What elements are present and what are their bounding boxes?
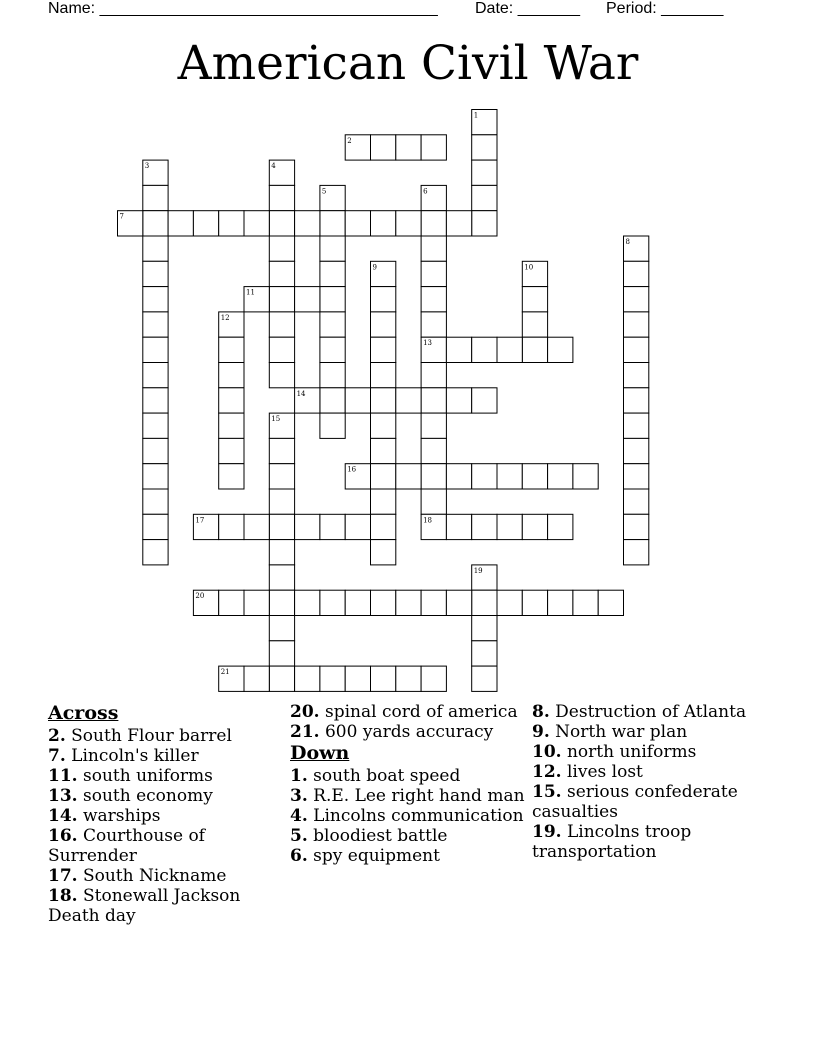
- grid-cell[interactable]: [269, 363, 294, 388]
- grid-cell[interactable]: [624, 489, 649, 514]
- grid-cell[interactable]: [472, 590, 497, 615]
- clue-number: 15.: [532, 782, 562, 802]
- grid-cell[interactable]: [497, 337, 522, 362]
- grid-cell[interactable]: [446, 464, 471, 489]
- grid-cell[interactable]: [522, 312, 547, 337]
- grid-cell[interactable]: [396, 464, 421, 489]
- clue-number: 1.: [290, 766, 308, 786]
- clue-text: Destruction of Atlanta: [549, 702, 747, 722]
- across-clue: [48, 766, 283, 786]
- grid-cell[interactable]: [269, 641, 294, 666]
- grid-cell[interactable]: [472, 514, 497, 539]
- grid-cell[interactable]: [522, 464, 547, 489]
- grid-cell[interactable]: [548, 464, 573, 489]
- clues-column-1: [48, 702, 283, 926]
- clue-text: Lincolns troop transportation: [532, 822, 692, 862]
- grid-cell[interactable]: [320, 388, 345, 413]
- grid-cell[interactable]: [320, 261, 345, 286]
- grid-cell[interactable]: [143, 185, 168, 210]
- clue-number: 20.: [290, 702, 320, 722]
- grid-cell[interactable]: [421, 312, 446, 337]
- grid-cell[interactable]: [345, 590, 370, 615]
- grid-cell[interactable]: [219, 211, 244, 236]
- grid-cell[interactable]: [396, 590, 421, 615]
- grid-cell[interactable]: [472, 135, 497, 160]
- down-clue: [532, 742, 772, 762]
- grid-cell[interactable]: [371, 337, 396, 362]
- grid-cell[interactable]: [371, 514, 396, 539]
- grid-cell[interactable]: [396, 211, 421, 236]
- clue-number: 8.: [532, 702, 550, 722]
- grid-cell[interactable]: [371, 590, 396, 615]
- grid-cell[interactable]: [421, 438, 446, 463]
- clue-text: Lincolns communication: [307, 806, 524, 826]
- grid-cell[interactable]: [219, 438, 244, 463]
- grid-cell[interactable]: [446, 211, 471, 236]
- grid-cell[interactable]: [522, 337, 547, 362]
- grid-cell[interactable]: [143, 413, 168, 438]
- grid-cell[interactable]: [624, 363, 649, 388]
- grid-cell[interactable]: [421, 287, 446, 312]
- grid-cell[interactable]: [269, 590, 294, 615]
- grid-cell[interactable]: [269, 185, 294, 210]
- clue-number: 7.: [48, 746, 66, 766]
- clue-number-label: 18: [423, 516, 433, 525]
- grid-cell[interactable]: [219, 514, 244, 539]
- grid-cell[interactable]: [371, 287, 396, 312]
- grid-cell[interactable]: [472, 616, 497, 641]
- clue-number: 2.: [48, 726, 66, 746]
- grid-cell[interactable]: [497, 590, 522, 615]
- grid-cell[interactable]: [269, 666, 294, 691]
- grid-cell[interactable]: [624, 388, 649, 413]
- down-clue: [532, 722, 772, 742]
- clue-text: south boat speed: [307, 766, 461, 786]
- grid-cell[interactable]: [472, 185, 497, 210]
- down-clue: [290, 806, 525, 826]
- across-clue: [48, 726, 283, 746]
- grid-cell[interactable]: [624, 413, 649, 438]
- grid-cell[interactable]: [624, 312, 649, 337]
- grid-cell[interactable]: [522, 514, 547, 539]
- grid-cell[interactable]: [143, 514, 168, 539]
- grid-cell[interactable]: [472, 641, 497, 666]
- grid-cell[interactable]: [219, 388, 244, 413]
- grid-cell[interactable]: [269, 540, 294, 565]
- down-clue: [532, 822, 772, 862]
- clue-number-label: 5: [321, 187, 327, 196]
- clue-number: 21.: [290, 722, 320, 742]
- clue-number: 14.: [48, 806, 78, 826]
- grid-cell[interactable]: [244, 590, 269, 615]
- clues-column-2: [290, 702, 525, 866]
- grid-cell[interactable]: [421, 489, 446, 514]
- grid-cell[interactable]: [396, 388, 421, 413]
- clue-number-label: 9: [372, 263, 377, 272]
- clue-text: south economy: [77, 786, 213, 806]
- grid-cell[interactable]: [371, 413, 396, 438]
- grid-cell[interactable]: [219, 337, 244, 362]
- grid-cell[interactable]: [421, 388, 446, 413]
- grid-cell[interactable]: [320, 514, 345, 539]
- clue-text: R.E. Lee right hand man: [307, 786, 525, 806]
- grid-cell[interactable]: [320, 287, 345, 312]
- grid-cell[interactable]: [345, 388, 370, 413]
- clue-text: Courthouse of Surrender: [48, 826, 205, 866]
- clue-number-label: 1: [473, 111, 479, 120]
- clue-number: 10.: [532, 742, 562, 762]
- grid-cell[interactable]: [472, 388, 497, 413]
- across-clue: [48, 866, 283, 886]
- grid-cell[interactable]: [143, 337, 168, 362]
- page-title: American Civil War: [177, 36, 639, 91]
- across-clue: [48, 886, 283, 926]
- clue-number-label: 11: [246, 288, 255, 297]
- grid-cell[interactable]: [624, 464, 649, 489]
- grid-cell[interactable]: [421, 464, 446, 489]
- grid-cell[interactable]: [295, 590, 320, 615]
- grid-cell[interactable]: [269, 514, 294, 539]
- across-clue: [48, 806, 283, 826]
- grid-cell[interactable]: [548, 514, 573, 539]
- across-clue: [48, 746, 283, 766]
- grid-cell[interactable]: [269, 616, 294, 641]
- grid-cell[interactable]: [143, 438, 168, 463]
- grid-cell[interactable]: [143, 464, 168, 489]
- grid-cell[interactable]: [320, 337, 345, 362]
- across-clue: [290, 722, 525, 742]
- grid-cell[interactable]: [371, 312, 396, 337]
- clue-text: warships: [77, 806, 161, 826]
- across-clue: [290, 702, 525, 722]
- grid-cell[interactable]: [269, 337, 294, 362]
- grid-cell[interactable]: [295, 211, 320, 236]
- clue-number: 17.: [48, 866, 78, 886]
- grid-cell[interactable]: [421, 211, 446, 236]
- grid-cell[interactable]: [396, 135, 421, 160]
- clue-text: south uniforms: [77, 766, 213, 786]
- grid-cell[interactable]: [295, 287, 320, 312]
- down-clue: [290, 846, 525, 866]
- grid-cell[interactable]: [598, 590, 623, 615]
- grid-cell[interactable]: [548, 590, 573, 615]
- clue-number: 13.: [48, 786, 78, 806]
- grid-cell[interactable]: [371, 388, 396, 413]
- grid-cell[interactable]: [269, 287, 294, 312]
- grid-cell[interactable]: [219, 464, 244, 489]
- grid-cell[interactable]: [371, 363, 396, 388]
- grid-cell[interactable]: [446, 388, 471, 413]
- grid-cell[interactable]: [143, 211, 168, 236]
- across-clue: [48, 826, 283, 866]
- clue-number-label: 17: [195, 516, 205, 525]
- grid-cell[interactable]: [320, 363, 345, 388]
- grid-cell[interactable]: [624, 438, 649, 463]
- grid-cell[interactable]: [371, 489, 396, 514]
- grid-cell[interactable]: [472, 160, 497, 185]
- grid-cell[interactable]: [624, 287, 649, 312]
- grid-cell[interactable]: [269, 489, 294, 514]
- clue-number: 16.: [48, 826, 78, 846]
- grid-cell[interactable]: [371, 540, 396, 565]
- grid-cell[interactable]: [624, 261, 649, 286]
- clue-number-label: 4: [271, 162, 276, 171]
- down-clue: [290, 786, 525, 806]
- name-field[interactable]: Name: ______________________________________: [48, 0, 438, 17]
- clue-text: spy equipment: [307, 846, 440, 866]
- grid-cell[interactable]: [193, 211, 218, 236]
- clue-number-label: 8: [625, 238, 630, 246]
- grid-cell[interactable]: [320, 236, 345, 261]
- grid-cell[interactable]: [421, 413, 446, 438]
- grid-cell[interactable]: [345, 211, 370, 236]
- grid-cell[interactable]: [269, 261, 294, 286]
- down-clue: [532, 782, 772, 822]
- clue-number-label: 19: [473, 566, 483, 575]
- across-clue: [48, 786, 283, 806]
- clue-number: 4.: [290, 806, 308, 826]
- clue-number: 12.: [532, 762, 562, 782]
- grid-cell[interactable]: [143, 363, 168, 388]
- grid-cell[interactable]: [345, 514, 370, 539]
- clue-text: spinal cord of america: [319, 702, 518, 722]
- clues-column-3: [532, 702, 772, 862]
- clue-number-label: 14: [296, 389, 306, 398]
- grid-cell[interactable]: [446, 514, 471, 539]
- grid-cell[interactable]: [472, 464, 497, 489]
- grid-cell[interactable]: [143, 489, 168, 514]
- grid-cell[interactable]: [421, 236, 446, 261]
- grid-cell[interactable]: [269, 312, 294, 337]
- down-clue: [290, 766, 525, 786]
- grid-cell[interactable]: [371, 464, 396, 489]
- grid-cell[interactable]: [269, 565, 294, 590]
- grid-cell[interactable]: [421, 261, 446, 286]
- grid-cell[interactable]: [320, 413, 345, 438]
- date-field[interactable]: Date: _______: [475, 0, 580, 17]
- down-clue: [290, 826, 525, 846]
- clue-number: 3.: [290, 786, 308, 806]
- grid-cell[interactable]: [497, 514, 522, 539]
- grid-cell[interactable]: [219, 363, 244, 388]
- grid-cell[interactable]: [446, 590, 471, 615]
- clue-number: 18.: [48, 886, 78, 906]
- clue-number-label: 7: [119, 212, 124, 221]
- grid-cell[interactable]: [143, 540, 168, 565]
- grid-cell[interactable]: [522, 287, 547, 312]
- grid-cell[interactable]: [421, 135, 446, 160]
- clue-text: Lincoln's killer: [65, 746, 199, 766]
- clue-text: South Flour barrel: [65, 726, 232, 746]
- clue-number-label: 13: [423, 339, 433, 348]
- clue-text: Stonewall Jackson Death day: [48, 886, 241, 926]
- grid-cell[interactable]: [320, 312, 345, 337]
- grid-cell[interactable]: [320, 666, 345, 691]
- grid-cell[interactable]: [219, 413, 244, 438]
- clue-number: 19.: [532, 822, 562, 842]
- clue-number: 9.: [532, 722, 550, 742]
- down-clue: [532, 762, 772, 782]
- grid-cell[interactable]: [548, 337, 573, 362]
- grid-cell[interactable]: [320, 590, 345, 615]
- grid-cell[interactable]: [573, 464, 598, 489]
- clue-text: serious confederate casualties: [532, 782, 738, 822]
- grid-cell[interactable]: [269, 464, 294, 489]
- clue-number-label: 21: [220, 668, 230, 677]
- down-heading: Down: [290, 742, 350, 764]
- grid-cell[interactable]: [295, 514, 320, 539]
- clue-number: 5.: [290, 826, 308, 846]
- grid-cell[interactable]: [244, 211, 269, 236]
- clue-text: lives lost: [561, 762, 643, 782]
- grid-cell[interactable]: [522, 590, 547, 615]
- grid-cell[interactable]: [244, 514, 269, 539]
- grid-cell[interactable]: [472, 666, 497, 691]
- clue-number-label: 16: [347, 465, 357, 474]
- grid-cell[interactable]: [421, 363, 446, 388]
- grid-cell[interactable]: [143, 388, 168, 413]
- clue-number-label: 3: [144, 162, 150, 171]
- grid-cell[interactable]: [624, 337, 649, 362]
- grid-cell[interactable]: [143, 236, 168, 261]
- clue-number-label: 10: [524, 263, 534, 272]
- grid-cell[interactable]: [573, 590, 598, 615]
- grid-cell[interactable]: [371, 211, 396, 236]
- grid-cell[interactable]: [143, 287, 168, 312]
- grid-cell[interactable]: [269, 438, 294, 463]
- grid-cell[interactable]: [446, 337, 471, 362]
- clue-number: 6.: [290, 846, 308, 866]
- grid-cell[interactable]: [421, 590, 446, 615]
- grid-cell[interactable]: [219, 590, 244, 615]
- across-heading: Across: [48, 702, 119, 724]
- grid-cell[interactable]: [345, 666, 370, 691]
- grid-cell[interactable]: [472, 337, 497, 362]
- grid-cell[interactable]: [320, 211, 345, 236]
- clue-text: 600 yards accuracy: [319, 722, 494, 742]
- grid-cell[interactable]: [371, 666, 396, 691]
- clue-text: north uniforms: [561, 742, 697, 762]
- clue-number: 11.: [48, 766, 78, 786]
- grid-cell[interactable]: [624, 540, 649, 565]
- period-field[interactable]: Period: _______: [606, 0, 724, 17]
- grid-cell[interactable]: [396, 666, 421, 691]
- grid-cell[interactable]: [472, 211, 497, 236]
- clue-text: North war plan: [549, 722, 688, 742]
- grid-cell[interactable]: [269, 236, 294, 261]
- clue-number-label: 6: [423, 187, 428, 196]
- grid-cell[interactable]: [624, 514, 649, 539]
- grid-cell[interactable]: [371, 438, 396, 463]
- grid-cell[interactable]: [421, 666, 446, 691]
- grid-cell[interactable]: [168, 211, 193, 236]
- grid-cell[interactable]: [143, 261, 168, 286]
- down-clue: [532, 702, 772, 722]
- clue-number-label: 12: [220, 313, 230, 322]
- grid-cell[interactable]: [371, 135, 396, 160]
- grid-cell[interactable]: [244, 666, 269, 691]
- clue-text: South Nickname: [77, 866, 227, 886]
- clue-number-label: 20: [195, 592, 205, 601]
- grid-cell[interactable]: [143, 312, 168, 337]
- clue-number-label: 2: [347, 136, 352, 145]
- clue-text: bloodiest battle: [307, 826, 448, 846]
- clue-number-label: 15: [271, 415, 281, 424]
- grid-cell[interactable]: [269, 211, 294, 236]
- grid-cell[interactable]: [497, 464, 522, 489]
- grid-cell[interactable]: [295, 666, 320, 691]
